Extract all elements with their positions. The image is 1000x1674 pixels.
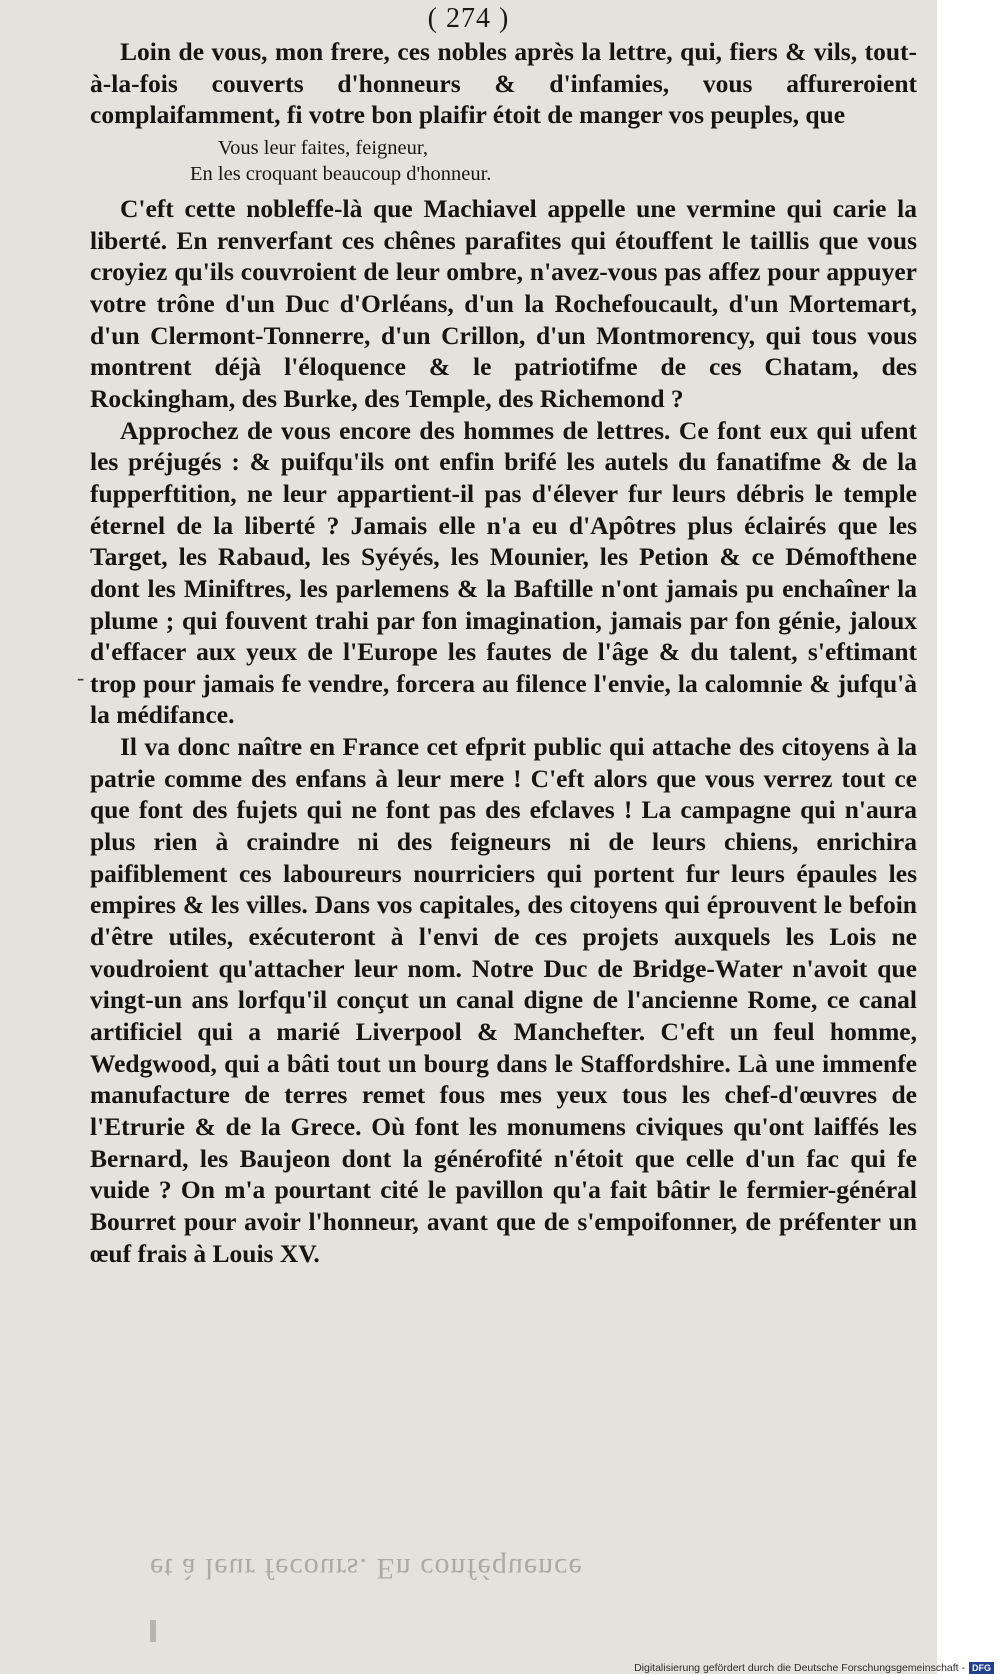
paragraph-3: Approchez de vous encore des hommes de lettres. Ce font eux qui ufent les préjugés : & puifqu'ils ont enfin brifé les autels du fanatifme & de la fupperftition, ne leur appartient-il pas d'élever fur leurs débris le temple éternel de la liberté ? Jamais elle n'a eu d'Apôtres plus éclairés que les Target, les Rabaud, les Syéyés, les Mounier, les Petion & ce Démofthene dont les Miniftres, les parlemens & la Baftille n'ont jamais pu enchaîner la plume ; qui fouvent trahi par fon imagination, jamais par fon génie, jaloux d'effacer aux yeux de l'Europe les fautes de l'âge & du talent, s'eftimant trop pour jamais fe vendre, forcera au filence l'envie, la calomnie & jufqu'à la médifance. bbox=[90, 415, 917, 730]
paragraph-1: Loin de vous, mon frere, ces nobles après la lettre, qui, fiers & vils, tout-à-la-fois couverts d'honneurs & d'infamies, vous affureroient complaifamment, fi votre bon plaifir étoit de manger vos peuples, que bbox=[90, 37, 917, 130]
dfg-logo-icon: DFG bbox=[969, 1662, 994, 1674]
margin-mark: - bbox=[77, 665, 85, 690]
verse-line-1: Vous leur faites, feigneur, bbox=[218, 136, 429, 159]
page-number: ( 274 ) bbox=[427, 3, 510, 34]
digitization-footer bbox=[634, 1661, 994, 1674]
body-text bbox=[90, 36, 917, 1269]
bleed-through-text: et à leur fecours. En conféquence bbox=[150, 1552, 583, 1585]
paragraph-4: Il va donc naître en France cet efprit public qui attache des citoyens à la patrie comme des enfans à leur mere ! C'eft alors que vous verrez tout ce que font des fujets qui ne font pas des efclaves ! La campagne qui n'aura plus rien à craindre ni des feigneurs ni de leurs chiens, enrichira paifiblement ces laboureurs nourriciers qui portent fur leurs épaules les empires & les villes. Dans vos capitales, des citoyens qui éprouvent le befoin d'être utiles, exécuteront à l'envi de ces projets auxquels les Lois ne voudroient qu'attacher leur nom. Notre Duc de Bridge-Water n'avoit que vingt-un ans lorfqu'il conçut un canal digne de l'ancienne Rome, ce canal artificiel qui a marié Liverpool & Manchefter. C'eft un feul homme, Wedgwood, qui a bâti tout un bourg dans le Staffordshire. Là une immenfe manufacture de terres remet fous mes yeux tous les chef-d'œuvres de l'Etrurie & de la Grece. Où font les monumens civiques qu'ont laiffés les Bernard, les Baujeon dont la générofité n'étoit que celle d'un fac qui fe vuide ? On m'a pourtant cité le pavillon qu'a fait bâtir le fermier-général Bourret pour avoir l'honneur, avant que de s'empoifonner, de préfenter un œuf frais à Louis XV. bbox=[90, 732, 917, 1268]
paragraph-2: C'eft cette nobleffe-là que Machiavel appelle une vermine qui carie la liberté. En renverfant ces chênes parafites qui étouffent le taillis que vous croyiez qu'ils couvroient de leur ombre, n'avez-vous pas affez pour appuyer votre trône d'un Duc d'Orléans, d'un la Rochefoucault, d'un Mortemart, d'un Clermont-Tonnerre, d'un Crillon, d'un Montmorency, qui tous vous montrent déjà l'éloquence & le patriotifme de ces Chatam, des Rockingham, des Burke, des Temple, des Richemond ? bbox=[90, 193, 917, 413]
bleed-through-mark bbox=[150, 1620, 156, 1642]
footer-credit: Digitalisierung gefördert durch die Deutsche Forschungsgemeinschaft - bbox=[634, 1661, 965, 1674]
verse-line-2: En les croquant beaucoup d'honneur. bbox=[190, 162, 492, 185]
